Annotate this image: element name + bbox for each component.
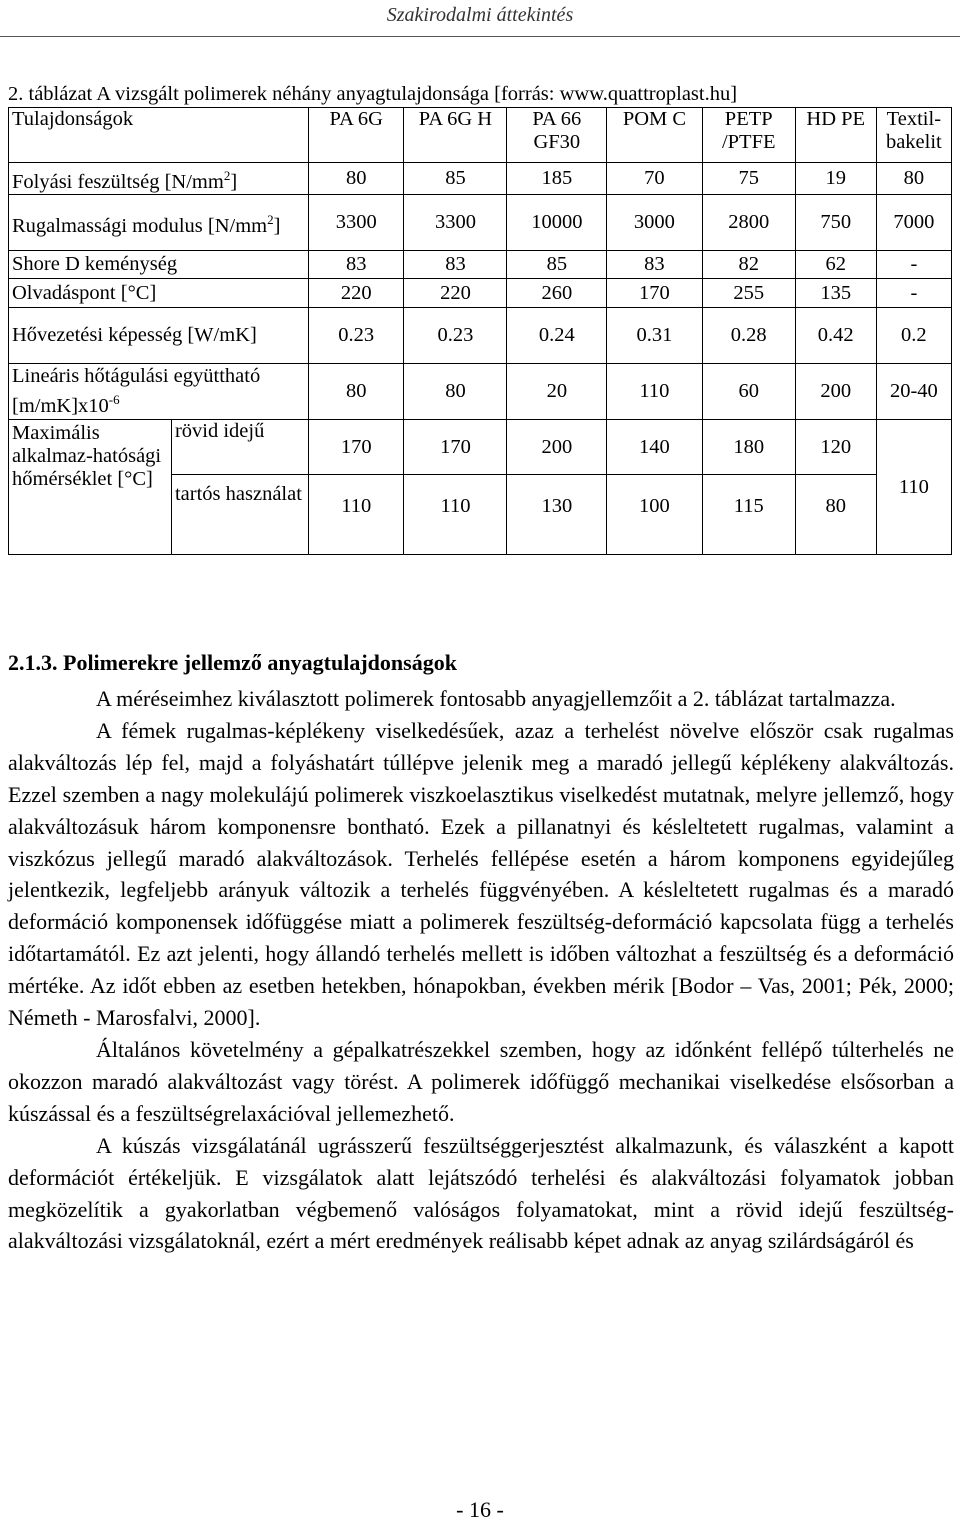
table-cell: 7000 — [876, 195, 951, 251]
table-cell: 200 — [507, 420, 607, 475]
column-header-properties: Tulajdonságok — [9, 108, 309, 163]
table-cell: 110 — [876, 420, 951, 555]
row-label: Rugalmassági modulus $[N/mm^2]$ — [9, 195, 309, 251]
table-cell: 82 — [702, 251, 795, 279]
table-cell: 0.31 — [607, 308, 702, 364]
row-label: Folyási feszültség $[N/mm^2]$ — [9, 163, 309, 195]
header-divider — [0, 36, 960, 37]
table-cell: 85 — [404, 163, 507, 195]
paragraph: A méréseimhez kiválasztott polimerek fontosabb anyagjellemzőit a 2. táblázat tartalmazza. — [96, 686, 896, 711]
table-row — [9, 364, 952, 420]
paragraph: A kúszás vizsgálatánál ugrásszerű feszültséggerjesztést alkalmazunk, és válaszként a kapott deformációt értékeljük. E vizsgálatok alatt lejátszódó terhelési és alakváltozási folyamatok jobban megközelítik a gyakorlatban végbemenő valóságos folyamatokat, mint a rövid idejű feszültség-alakváltozási vizsgálatoknál, ezért a mért eredmények reálisabb képet adnak az anyag szilárdságáról és — [8, 1132, 954, 1254]
table-cell: 185 — [507, 163, 607, 195]
paragraph: Általános követelmény a gépalkatrészekkel szemben, hogy az időnként fellépő túlterhelés ne okozzon maradó alakváltozást vagy törést. A polimerek időfüggő mechanikai viselkedése elsősorban a kúszással és a feszültségrelaxációval jellemezhető. — [8, 1036, 954, 1126]
table-cell: 200 — [795, 364, 876, 420]
row-label: Shore D keménység — [9, 251, 309, 279]
table-cell: 110 — [404, 475, 507, 555]
column-header-pa6gh: PA 6G H — [404, 108, 507, 163]
table-cell: 75 — [702, 163, 795, 195]
table-cell: 80 — [795, 475, 876, 555]
table-cell: 3300 — [309, 195, 404, 251]
section-heading: 2.1.3. Polimerekre jellemző anyagtulajdonságok — [8, 650, 457, 675]
table-row — [9, 279, 952, 308]
table-cell: 130 — [507, 475, 607, 555]
table-cell: 85 — [507, 251, 607, 279]
table-cell: 0.23 — [309, 308, 404, 364]
table-cell: 3000 — [607, 195, 702, 251]
table-cell: 0.23 — [404, 308, 507, 364]
table-cell: 80 — [876, 163, 951, 195]
table-caption: 2. táblázat A vizsgált polimerek néhány anyagtulajdonsága [forrás: www.quattroplast.hu] — [8, 83, 738, 105]
running-header — [0, 0, 960, 46]
table-cell: 62 — [795, 251, 876, 279]
properties-table — [8, 107, 952, 555]
paragraph: A fémek rugalmas-képlékeny viselkedésűek, azaz a terhelést növelve először csak rugalmas alakváltozás lép fel, majd a folyáshatárt túllépve jelenik meg a maradó jellegű képlékeny alakváltozás. Ezzel szemben a nagy molekulájú polimerek viszkoelasztikus viselkedést mutatnak, melyre jellemző, hogy alakváltozásuk három komponensre bontható. Ezek a pillanatnyi és késleltetett rugalmas, valamint a viszkózus jellegű maradó alakváltozások. Terhelés fellépése esetén a három komponens egyidejűleg jelentkezik, legfeljebb arányuk változik a terhelés függvényében. A késleltetett rugalmas és a maradó deformáció komponensek időfüggése miatt a polimerek feszültség-deformáció kapcsolata függ a terhelés időtartamától. Ez azt jelenti, hogy állandó terhelés mellett is időben változhat a feszültség és a deformáció mértéke. Az időt ebben az esetben hetekben, hónapokban, években mérik [Bodor – Vas, 2001; Pék, 2000; Németh - Marosfalvi, 2000]. — [8, 717, 954, 1031]
table-cell: 120 — [795, 420, 876, 475]
table-header-row — [9, 108, 952, 163]
column-header-pa66gf30: PA 66 GF30 — [507, 108, 607, 163]
table-cell: 260 — [507, 279, 607, 308]
table-cell: 70 — [607, 163, 702, 195]
table-cell: 140 — [607, 420, 702, 475]
short-term-label: rövid idejű — [171, 420, 308, 475]
table-cell: 83 — [309, 251, 404, 279]
column-header-pa6g: PA 6G — [309, 108, 404, 163]
table-cell: 110 — [607, 364, 702, 420]
table-cell: 19 — [795, 163, 876, 195]
table-cell: 3300 — [404, 195, 507, 251]
table-cell: 170 — [607, 279, 702, 308]
table-cell: 110 — [309, 475, 404, 555]
table-cell: - — [876, 279, 951, 308]
table-cell: 170 — [309, 420, 404, 475]
table-cell: 83 — [404, 251, 507, 279]
table-row — [9, 251, 952, 279]
table-cell: 180 — [702, 420, 795, 475]
row-label: Hővezetési képesség [W/mK] — [9, 308, 309, 364]
table-cell: 255 — [702, 279, 795, 308]
table-cell: 80 — [404, 364, 507, 420]
maxtemp-label: Maximális alkalmaz-hatósági hőmérséklet [°C] — [9, 420, 172, 555]
column-header-textilbakelit: Textil-bakelit — [876, 108, 951, 163]
table-cell: 10000 — [507, 195, 607, 251]
table-row — [9, 163, 952, 195]
table-cell: 83 — [607, 251, 702, 279]
long-term-label: tartós használat — [171, 475, 308, 555]
table-row — [9, 195, 952, 251]
table-cell: 0.2 — [876, 308, 951, 364]
table-cell: 0.28 — [702, 308, 795, 364]
row-label: Lineáris hőtágulási együttható $[m/mK]x10^{-6}$ — [9, 364, 309, 420]
table-cell: - — [876, 251, 951, 279]
table-cell: 80 — [309, 163, 404, 195]
table-cell: 170 — [404, 420, 507, 475]
table-cell: 0.24 — [507, 308, 607, 364]
table-cell: 2800 — [702, 195, 795, 251]
table-cell: 750 — [795, 195, 876, 251]
column-header-petp-ptfe: PETP /PTFE — [702, 108, 795, 163]
running-title: Szakirodalmi áttekintés — [386, 4, 574, 26]
table-cell: 100 — [607, 475, 702, 555]
table-cell: 20-40 — [876, 364, 951, 420]
table-row — [9, 308, 952, 364]
row-label: Olvadáspont [°C] — [9, 279, 309, 308]
table-cell: 220 — [309, 279, 404, 308]
table-cell: 220 — [404, 279, 507, 308]
table-cell: 20 — [507, 364, 607, 420]
table-cell: 80 — [309, 364, 404, 420]
page-number: - 16 - — [456, 1497, 504, 1522]
column-header-hdpe: HD PE — [795, 108, 876, 163]
table-cell: 135 — [795, 279, 876, 308]
table-cell: 115 — [702, 475, 795, 555]
body-text — [8, 683, 954, 1257]
table-cell: 0.42 — [795, 308, 876, 364]
table-cell: 60 — [702, 364, 795, 420]
column-header-pomc: POM C — [607, 108, 702, 163]
table-row — [9, 420, 952, 475]
